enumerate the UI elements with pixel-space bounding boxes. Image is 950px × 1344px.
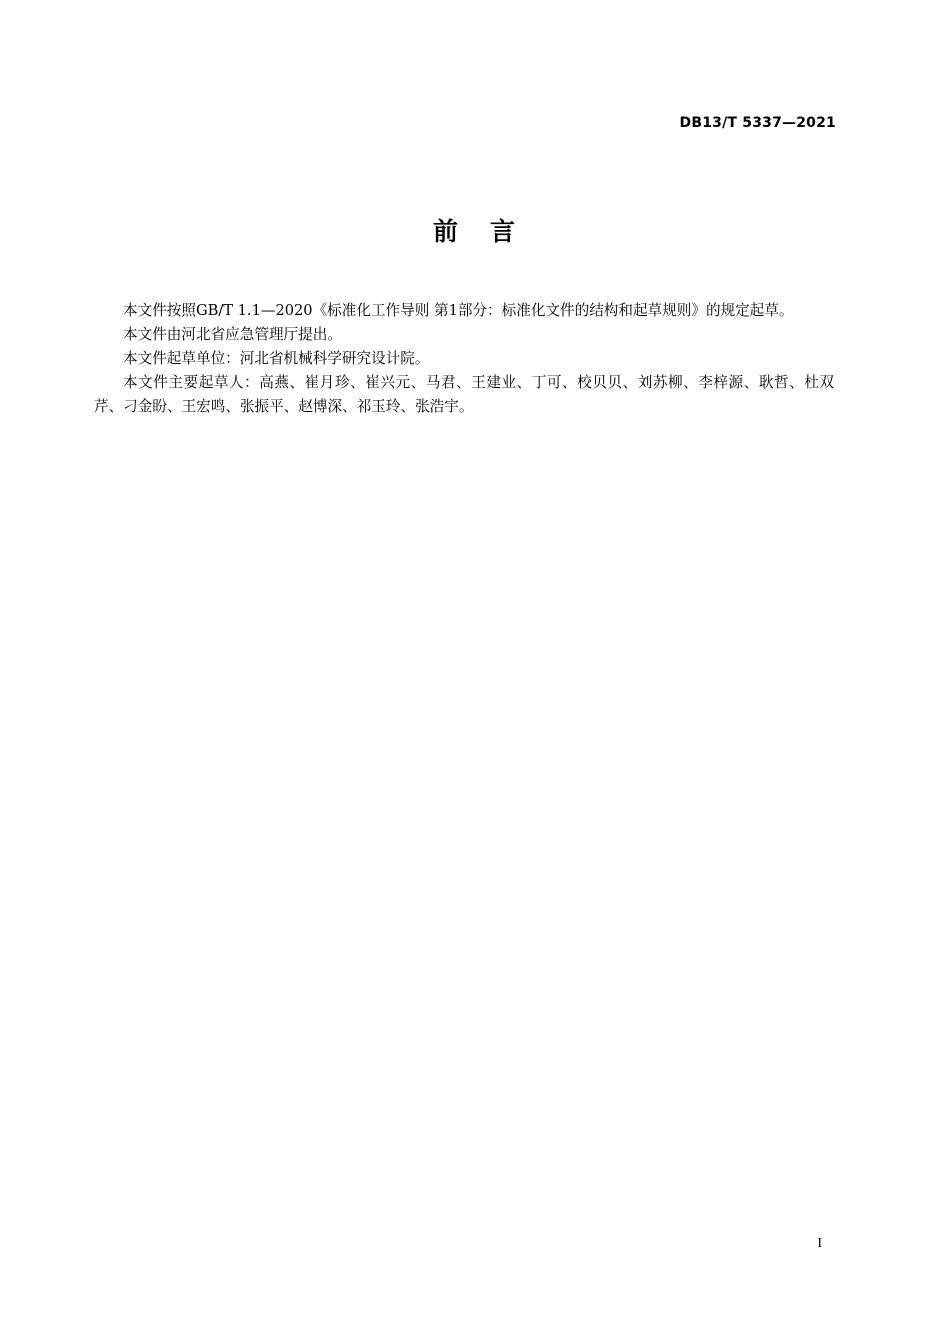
paragraph-drafting-basis: 本文件按照GB/T 1.1—2020《标准化工作导则 第1部分：标准化文件的结构和起草规则》的规定起草。 (123, 302, 794, 319)
foreword-body (94, 299, 834, 419)
document-code: DB13/T 5337—2021 (679, 115, 836, 131)
paragraph-drafting-unit: 本文件起草单位：河北省机械科学研究设计院。 (123, 350, 430, 367)
paragraph-drafters: 本文件主要起草人：高燕、崔月珍、崔兴元、马君、王建业、丁可、校贝贝、刘苏柳、李梓源、耿哲、杜双芹、刁金盼、王宏鸣、张振平、赵博深、祁玉玲、张浩宇。 (94, 374, 834, 415)
title-char-2: 言 (490, 217, 518, 246)
page-title (0, 212, 950, 248)
title-char-1: 前 (432, 217, 460, 246)
page-number: I (817, 1236, 822, 1251)
paragraph-proposer: 本文件由河北省应急管理厅提出。 (123, 326, 342, 343)
